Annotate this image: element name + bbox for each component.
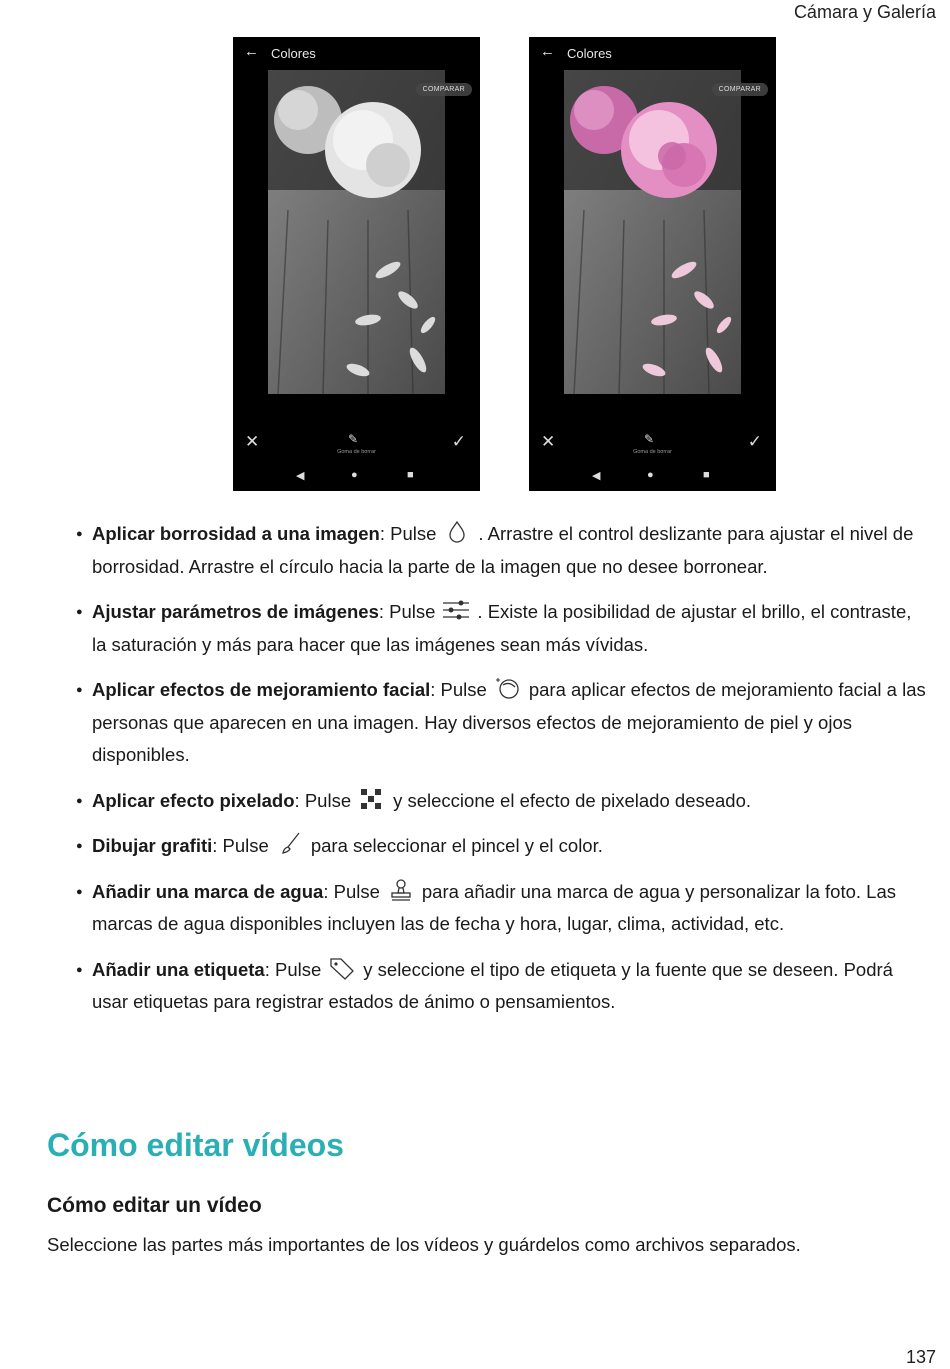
list-item-mosaic bbox=[76, 785, 926, 818]
editor-toolbar bbox=[529, 432, 776, 462]
droplet-icon bbox=[442, 520, 472, 544]
bullet-term: Aplicar efecto pixelado bbox=[92, 789, 295, 811]
eraser-icon[interactable]: ✎ bbox=[348, 432, 359, 446]
body-paragraph: Seleccione las partes más importantes de los vídeos y guárdelos como archivos separados. bbox=[47, 1234, 801, 1255]
list-item-watermark bbox=[76, 876, 926, 941]
bullet-term: Dibujar grafiti bbox=[92, 835, 213, 856]
screenshot-color bbox=[529, 37, 776, 491]
bullet-lead: : Pulse bbox=[323, 880, 380, 902]
editor-toolbar bbox=[233, 432, 480, 462]
app-bar bbox=[529, 37, 776, 69]
bullet-term: Añadir una marca de agua bbox=[92, 880, 324, 902]
eraser-label: Goma de borrar bbox=[337, 449, 376, 455]
bullet-text: . Existe la posibilidad de ajustar el brillo, el contraste, la saturación y más para hacer que las imágenes sean más vívidas. bbox=[92, 601, 912, 655]
bullet-lead: : Pulse bbox=[379, 523, 437, 544]
list-item-blur bbox=[76, 518, 926, 583]
running-header: Cámara y Galería bbox=[793, 2, 936, 22]
check-icon[interactable]: ✓ bbox=[451, 432, 466, 451]
list-item-label bbox=[76, 954, 926, 1019]
system-nav-bar bbox=[529, 467, 776, 485]
nav-home-icon[interactable]: ● bbox=[647, 469, 654, 481]
back-arrow-icon[interactable]: ← bbox=[244, 43, 259, 60]
screen-title: Colores bbox=[567, 46, 612, 61]
close-icon[interactable]: ✕ bbox=[541, 432, 556, 451]
tag-icon bbox=[327, 956, 357, 980]
bullet-text: . Arrastre el control deslizante para ajustar el nivel de borrosidad. Arrastre el círculo hacia la parte de la imagen que no desee borronear. bbox=[92, 523, 914, 577]
list-item-graffiti bbox=[76, 830, 926, 863]
bullet-lead: : Pulse bbox=[212, 835, 269, 856]
bullet-lead: : Pulse bbox=[294, 789, 352, 811]
check-icon[interactable]: ✓ bbox=[747, 432, 762, 451]
close-icon[interactable]: ✕ bbox=[245, 432, 260, 451]
flower-photo bbox=[564, 70, 741, 394]
face-beauty-icon bbox=[493, 676, 523, 700]
eraser-label: Goma de borrar bbox=[633, 449, 672, 455]
bullet-text: para añadir una marca de agua y personalizar la foto. Las marcas de agua disponibles incluyen las de fecha y hora, lugar, clima, actividad, etc. bbox=[92, 880, 896, 934]
eraser-icon[interactable]: ✎ bbox=[644, 432, 655, 446]
bullet-text: y seleccione el tipo de etiqueta y la fuente que se deseen. Podrá usar etiquetas para registrar estados de ánimo o pensamientos. bbox=[92, 958, 893, 1012]
nav-home-icon[interactable]: ● bbox=[351, 469, 358, 481]
page-number: 137 bbox=[905, 1347, 936, 1367]
flower-photo bbox=[268, 70, 445, 394]
bullet-term: Aplicar borrosidad a una imagen bbox=[92, 523, 380, 544]
bullet-text: y seleccione el efecto de pixelado deseado. bbox=[393, 789, 752, 811]
compare-button[interactable]: COMPARAR bbox=[712, 83, 768, 96]
bullet-term: Ajustar parámetros de imágenes bbox=[92, 601, 379, 622]
mosaic-icon bbox=[357, 787, 387, 811]
nav-recent-icon[interactable]: ■ bbox=[407, 469, 414, 481]
bullet-lead: : Pulse bbox=[430, 679, 487, 700]
nav-back-icon[interactable]: ◀ bbox=[296, 470, 305, 482]
app-bar bbox=[233, 37, 480, 69]
screenshot-grayscale bbox=[233, 37, 480, 491]
photo-preview bbox=[564, 70, 741, 394]
bullet-term: Aplicar efectos de mejoramiento facial bbox=[92, 679, 431, 700]
bullet-lead: : Pulse bbox=[264, 958, 322, 980]
photo-preview bbox=[268, 70, 445, 394]
bullet-lead: : Pulse bbox=[378, 601, 436, 622]
bullet-text: para seleccionar el pincel y el color. bbox=[310, 835, 603, 856]
stamp-icon bbox=[386, 878, 416, 902]
compare-button[interactable]: COMPARAR bbox=[416, 83, 472, 96]
nav-back-icon[interactable]: ◀ bbox=[592, 470, 601, 482]
list-item-adjust bbox=[76, 596, 926, 661]
section-heading: Cómo editar vídeos bbox=[47, 1127, 344, 1163]
bullet-text: para aplicar efectos de mejoramiento facial a las personas que aparecen en una imagen. Hay diversos efectos de mejoramiento de piel y ojos disponibles. bbox=[92, 679, 926, 765]
bullet-term: Añadir una etiqueta bbox=[92, 958, 265, 980]
sliders-icon bbox=[441, 598, 471, 622]
system-nav-bar bbox=[233, 467, 480, 485]
feature-list bbox=[76, 518, 926, 1032]
brush-icon bbox=[275, 832, 305, 856]
nav-recent-icon[interactable]: ■ bbox=[703, 469, 710, 481]
screen-title: Colores bbox=[271, 46, 316, 61]
list-item-beauty bbox=[76, 674, 926, 772]
subsection-heading: Cómo editar un vídeo bbox=[47, 1194, 262, 1217]
back-arrow-icon[interactable]: ← bbox=[540, 43, 555, 60]
